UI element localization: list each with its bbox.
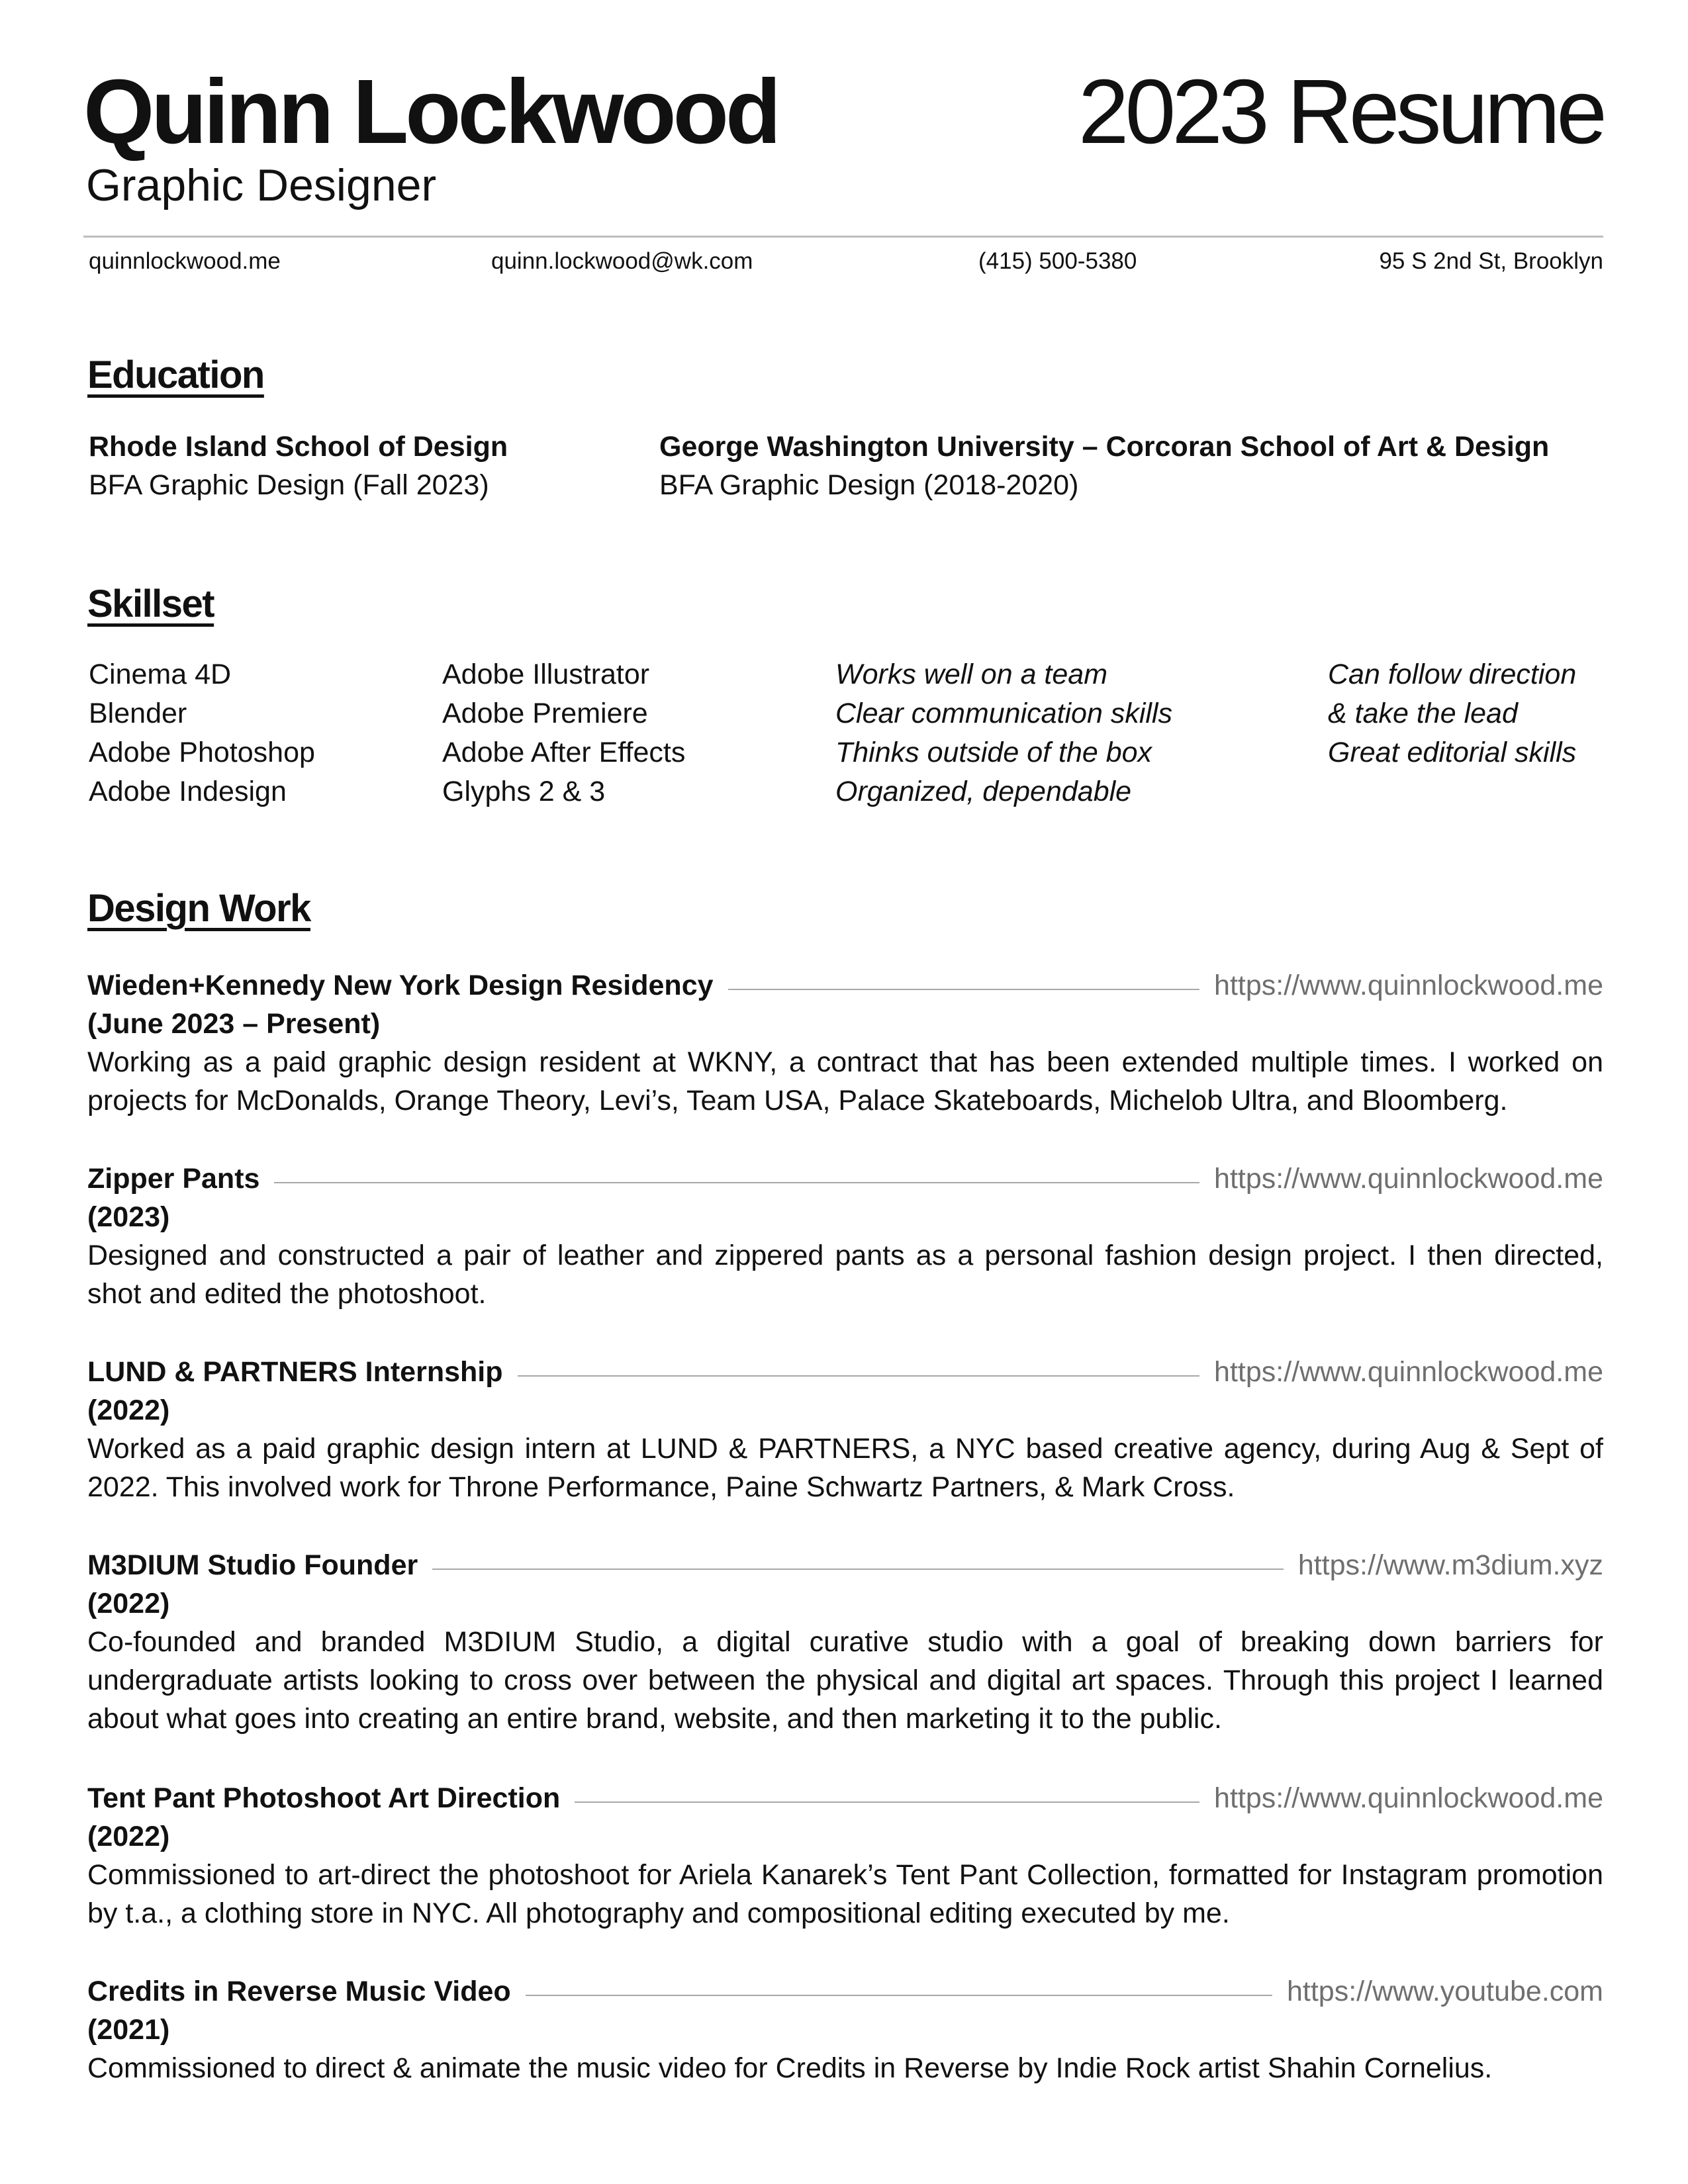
work-entry [87, 1160, 1603, 1313]
work-description: Commissioned to direct & animate the music video for Credits in Reverse by Indie Rock artist Shahin Cornelius. [87, 2052, 1493, 2084]
skill-item: Adobe After Effects [442, 737, 686, 768]
skill-item: Adobe Premiere [442, 698, 648, 729]
education-entry [89, 428, 508, 504]
software-skills-column-1 [89, 655, 315, 811]
skill-item: Cinema 4D [89, 659, 232, 690]
work-date: (2022) [87, 1588, 170, 1619]
work-description: Co-founded and branded M3DIUM Studio, a digital curative studio with a goal of breaking down barriers for undergraduate artists looking to cross over between the physical and digital art spaces. Through this project I learned about what goes into creating an entire brand, website, and then marketing it to the public. [87, 1626, 1603, 1735]
work-entry [87, 1972, 1603, 2087]
work-link[interactable]: https://www.youtube.com [1287, 1976, 1603, 2007]
work-description: Working as a paid graphic design resident at WKNY, a contract that has been extended multiple times. I worked on projects for McDonalds, Orange Theory, Levi’s, Team USA, Palace Skateboards, Michelob Ultra, and Bloomberg. [87, 1046, 1603, 1116]
work-link[interactable]: https://www.m3dium.xyz [1297, 1549, 1603, 1581]
skill-item: Blender [89, 698, 187, 729]
dot-leader-rule [274, 1182, 1199, 1183]
software-skills-column-2 [442, 655, 685, 811]
work-description: Commissioned to art-direct the photoshoot for Ariela Kanarek’s Tent Pant Collection, formatted for Instagram promotion by t.a., a clothing store in NYC. All photography and compositional editing executed by me. [87, 1859, 1603, 1929]
applicant-name: Quinn Lockwood [83, 61, 778, 163]
work-date: (2022) [87, 1821, 170, 1852]
header-divider [83, 236, 1603, 238]
work-date: (June 2023 – Present) [87, 1008, 381, 1040]
dot-leader-rule [526, 1995, 1272, 1996]
school-name: Rhode Island School of Design [89, 431, 508, 463]
contact-email: quinn.lockwood@wk.com [491, 248, 753, 274]
skill-item: Clear communication skills [835, 698, 1172, 729]
education-heading: Education [87, 353, 264, 396]
dot-leader-rule [518, 1375, 1200, 1377]
skill-item: Organized, dependable [835, 776, 1132, 807]
degree: BFA Graphic Design (Fall 2023) [89, 469, 489, 501]
work-entry [87, 1353, 1603, 1506]
skill-item: Adobe Photoshop [89, 737, 315, 768]
work-title: M3DIUM Studio Founder [87, 1549, 418, 1581]
work-link[interactable]: https://www.quinnlockwood.me [1214, 1163, 1603, 1195]
contact-website: quinnlockwood.me [89, 248, 281, 274]
contact-address: 95 S 2nd St, Brooklyn [1379, 248, 1603, 274]
school-name: George Washington University – Corcoran School of Art & Design [659, 431, 1550, 463]
work-link[interactable]: https://www.quinnlockwood.me [1214, 970, 1603, 1001]
work-date: (2022) [87, 1394, 170, 1426]
skillset-heading: Skillset [87, 582, 214, 625]
work-date: (2021) [87, 2014, 170, 2046]
skill-item: Adobe Illustrator [442, 659, 650, 690]
job-role: Graphic Designer [86, 160, 437, 210]
dot-leader-rule [575, 1801, 1199, 1803]
soft-skills-column-2 [1328, 655, 1576, 772]
soft-skills-column-1 [835, 655, 1172, 811]
contact-phone: (415) 500-5380 [978, 248, 1137, 274]
work-entry [87, 966, 1603, 1120]
work-title: Wieden+Kennedy New York Design Residency [87, 970, 714, 1001]
work-title: Zipper Pants [87, 1163, 260, 1195]
design-work-heading: Design Work [87, 887, 310, 930]
skill-item: & take the lead [1328, 698, 1518, 729]
skill-item: Glyphs 2 & 3 [442, 776, 606, 807]
work-title: Tent Pant Photoshoot Art Direction [87, 1782, 561, 1814]
work-date: (2023) [87, 1201, 170, 1233]
work-link[interactable]: https://www.quinnlockwood.me [1214, 1782, 1603, 1814]
skill-item: Can follow direction [1328, 659, 1577, 690]
dot-leader-rule [728, 989, 1200, 990]
skill-item: Great editorial skills [1328, 737, 1577, 768]
work-title: LUND & PARTNERS Internship [87, 1356, 503, 1388]
document-title: 2023 Resume [1078, 61, 1603, 163]
work-entry [87, 1546, 1603, 1738]
dot-leader-rule [432, 1569, 1284, 1570]
skill-item: Thinks outside of the box [835, 737, 1152, 768]
work-entry [87, 1779, 1603, 1933]
skill-item: Works well on a team [835, 659, 1108, 690]
work-title: Credits in Reverse Music Video [87, 1976, 511, 2007]
work-link[interactable]: https://www.quinnlockwood.me [1214, 1356, 1603, 1388]
skill-item: Adobe Indesign [89, 776, 287, 807]
work-description: Designed and constructed a pair of leather and zippered pants as a personal fashion design project. I then directed, shot and edited the photoshoot. [87, 1240, 1603, 1310]
work-description: Worked as a paid graphic design intern at LUND & PARTNERS, a NYC based creative agency, during Aug & Sept of 2022. This involved work for Throne Performance, Paine Schwartz Partners, & Mark Cross. [87, 1433, 1603, 1503]
degree: BFA Graphic Design (2018-2020) [659, 469, 1079, 501]
education-entry [659, 428, 1549, 504]
